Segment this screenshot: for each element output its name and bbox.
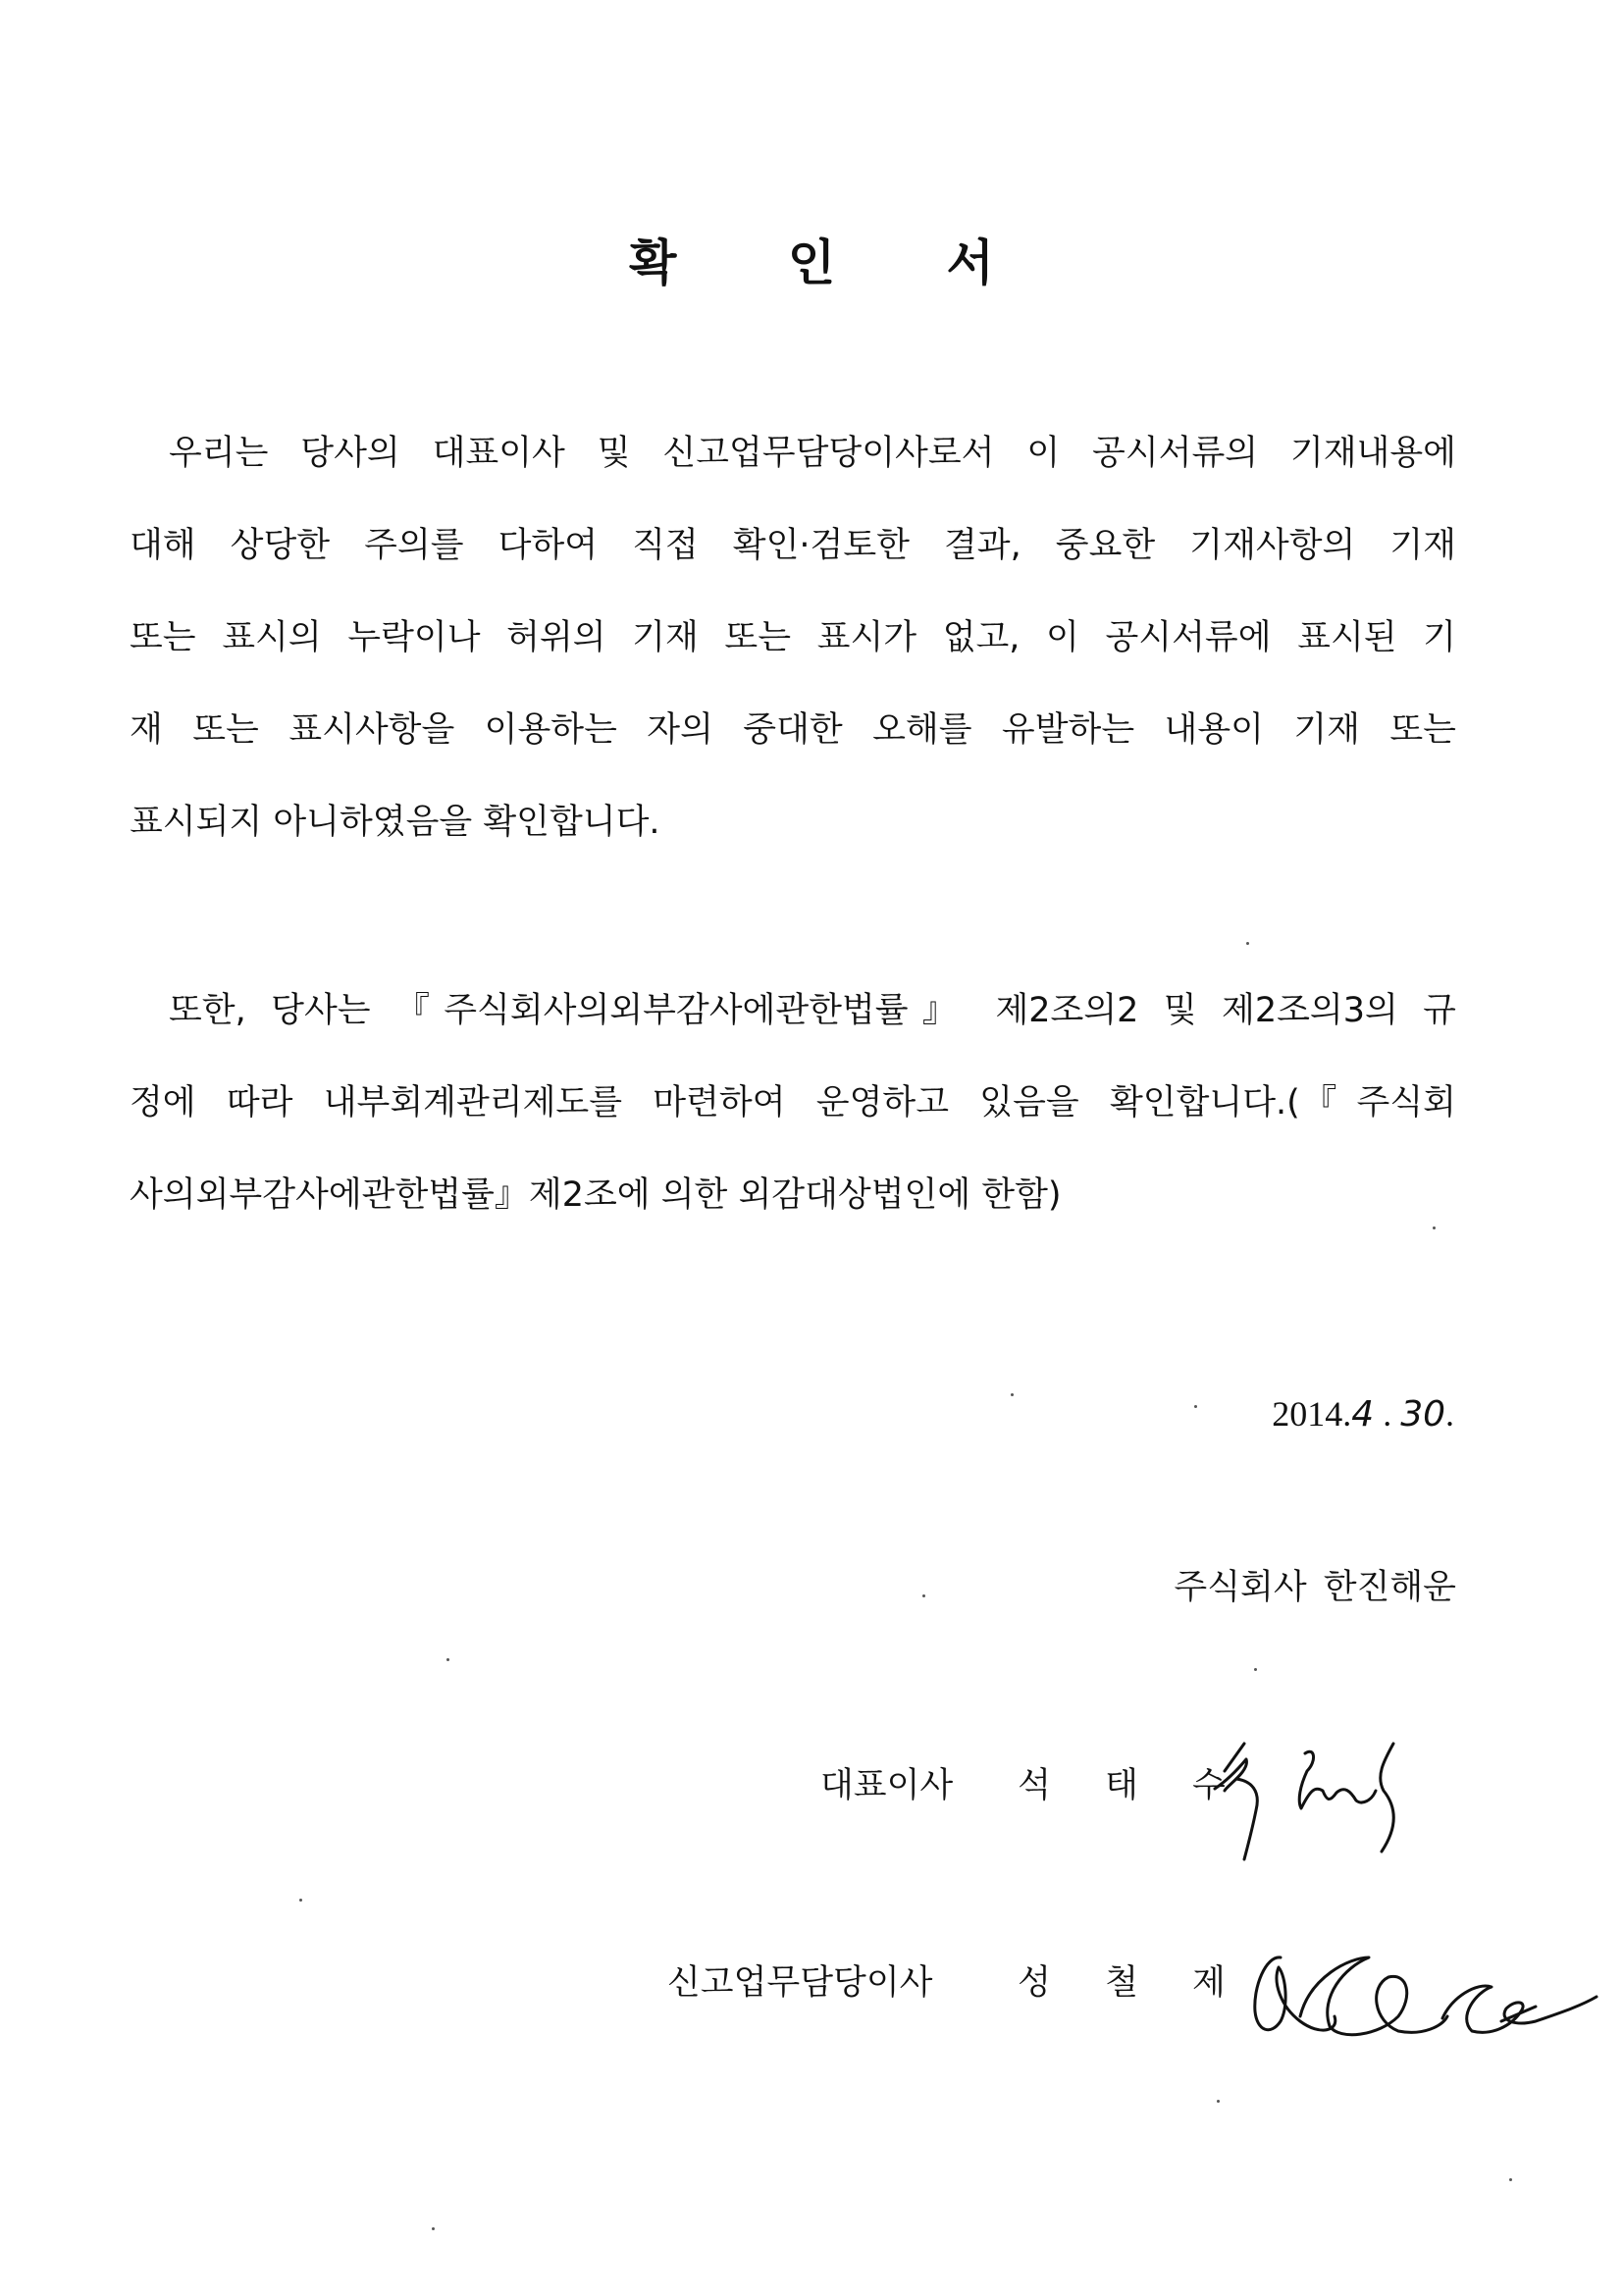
officer-signature-icon <box>1241 1938 1604 2046</box>
paragraph-line: 대해 상당한 주의를 다하여 직접 확인·검토한 결과, 중요한 기재사항의 기재 <box>130 526 1456 565</box>
paragraph-line: 우리는 당사의 대표이사 및 신고업무담당이사로서 이 공시서류의 기재내용에 <box>169 434 1456 473</box>
paragraph-line: 재 또는 표시사항을 이용하는 자의 중대한 오해를 유발하는 내용이 기재 또는 <box>130 710 1456 750</box>
paragraph-line: 또는 표시의 누락이나 허위의 기재 또는 표시가 없고, 이 공시서류에 표시된 기 <box>130 618 1456 657</box>
date-day-handwritten: 30 <box>1400 1394 1445 1435</box>
document-date <box>1272 1393 1454 1435</box>
scan-speck <box>432 2227 435 2230</box>
date-separator: . <box>1374 1394 1401 1434</box>
scan-speck <box>1011 1393 1014 1396</box>
date-end: . <box>1445 1394 1454 1434</box>
scan-speck <box>1254 1668 1257 1671</box>
paragraph-line: 사의외부감사에관한법률』제2조에 의한 외감대상법인에 한함) <box>130 1175 1062 1215</box>
signatory-role: 대표이사 <box>820 1766 954 1805</box>
date-year: 2014. <box>1272 1394 1352 1434</box>
scan-speck <box>1433 1226 1436 1229</box>
company-name: 주식회사 한진해운 <box>1174 1568 1456 1607</box>
signatory-ceo <box>820 1758 1247 1807</box>
document-title: 확 인 서 <box>629 235 1041 291</box>
confirmation-paragraph <box>130 407 1456 868</box>
scan-speck <box>922 1594 925 1597</box>
date-month-handwritten: 4 <box>1351 1394 1375 1435</box>
signatory-name: 성 철 제 <box>1018 1963 1247 2003</box>
signatory-name: 석 태 수 <box>1018 1766 1247 1805</box>
paragraph-line: 표시되지 아니하였음을 확인합니다. <box>130 803 660 842</box>
scan-speck <box>446 1658 449 1661</box>
paragraph-line: 정에 따라 내부회계관리제도를 마련하여 운영하고 있음을 확인합니다.(『주식회 <box>130 1083 1456 1122</box>
scan-speck <box>1509 2178 1512 2181</box>
paragraph-line: 또한, 당사는 『주식회사의외부감사에관한법률』 제2조의2 및 제2조의3의 규 <box>169 991 1456 1030</box>
internal-control-paragraph <box>130 965 1456 1241</box>
scan-speck <box>1217 2100 1220 2103</box>
scan-speck <box>1246 942 1249 945</box>
scan-speck <box>299 1899 302 1902</box>
signatory-role: 신고업무담당이사 <box>667 1963 933 2003</box>
signatory-disclosure-officer <box>667 1956 1247 2005</box>
ceo-signature-icon <box>1207 1732 1492 1869</box>
scan-speck <box>1194 1405 1197 1408</box>
